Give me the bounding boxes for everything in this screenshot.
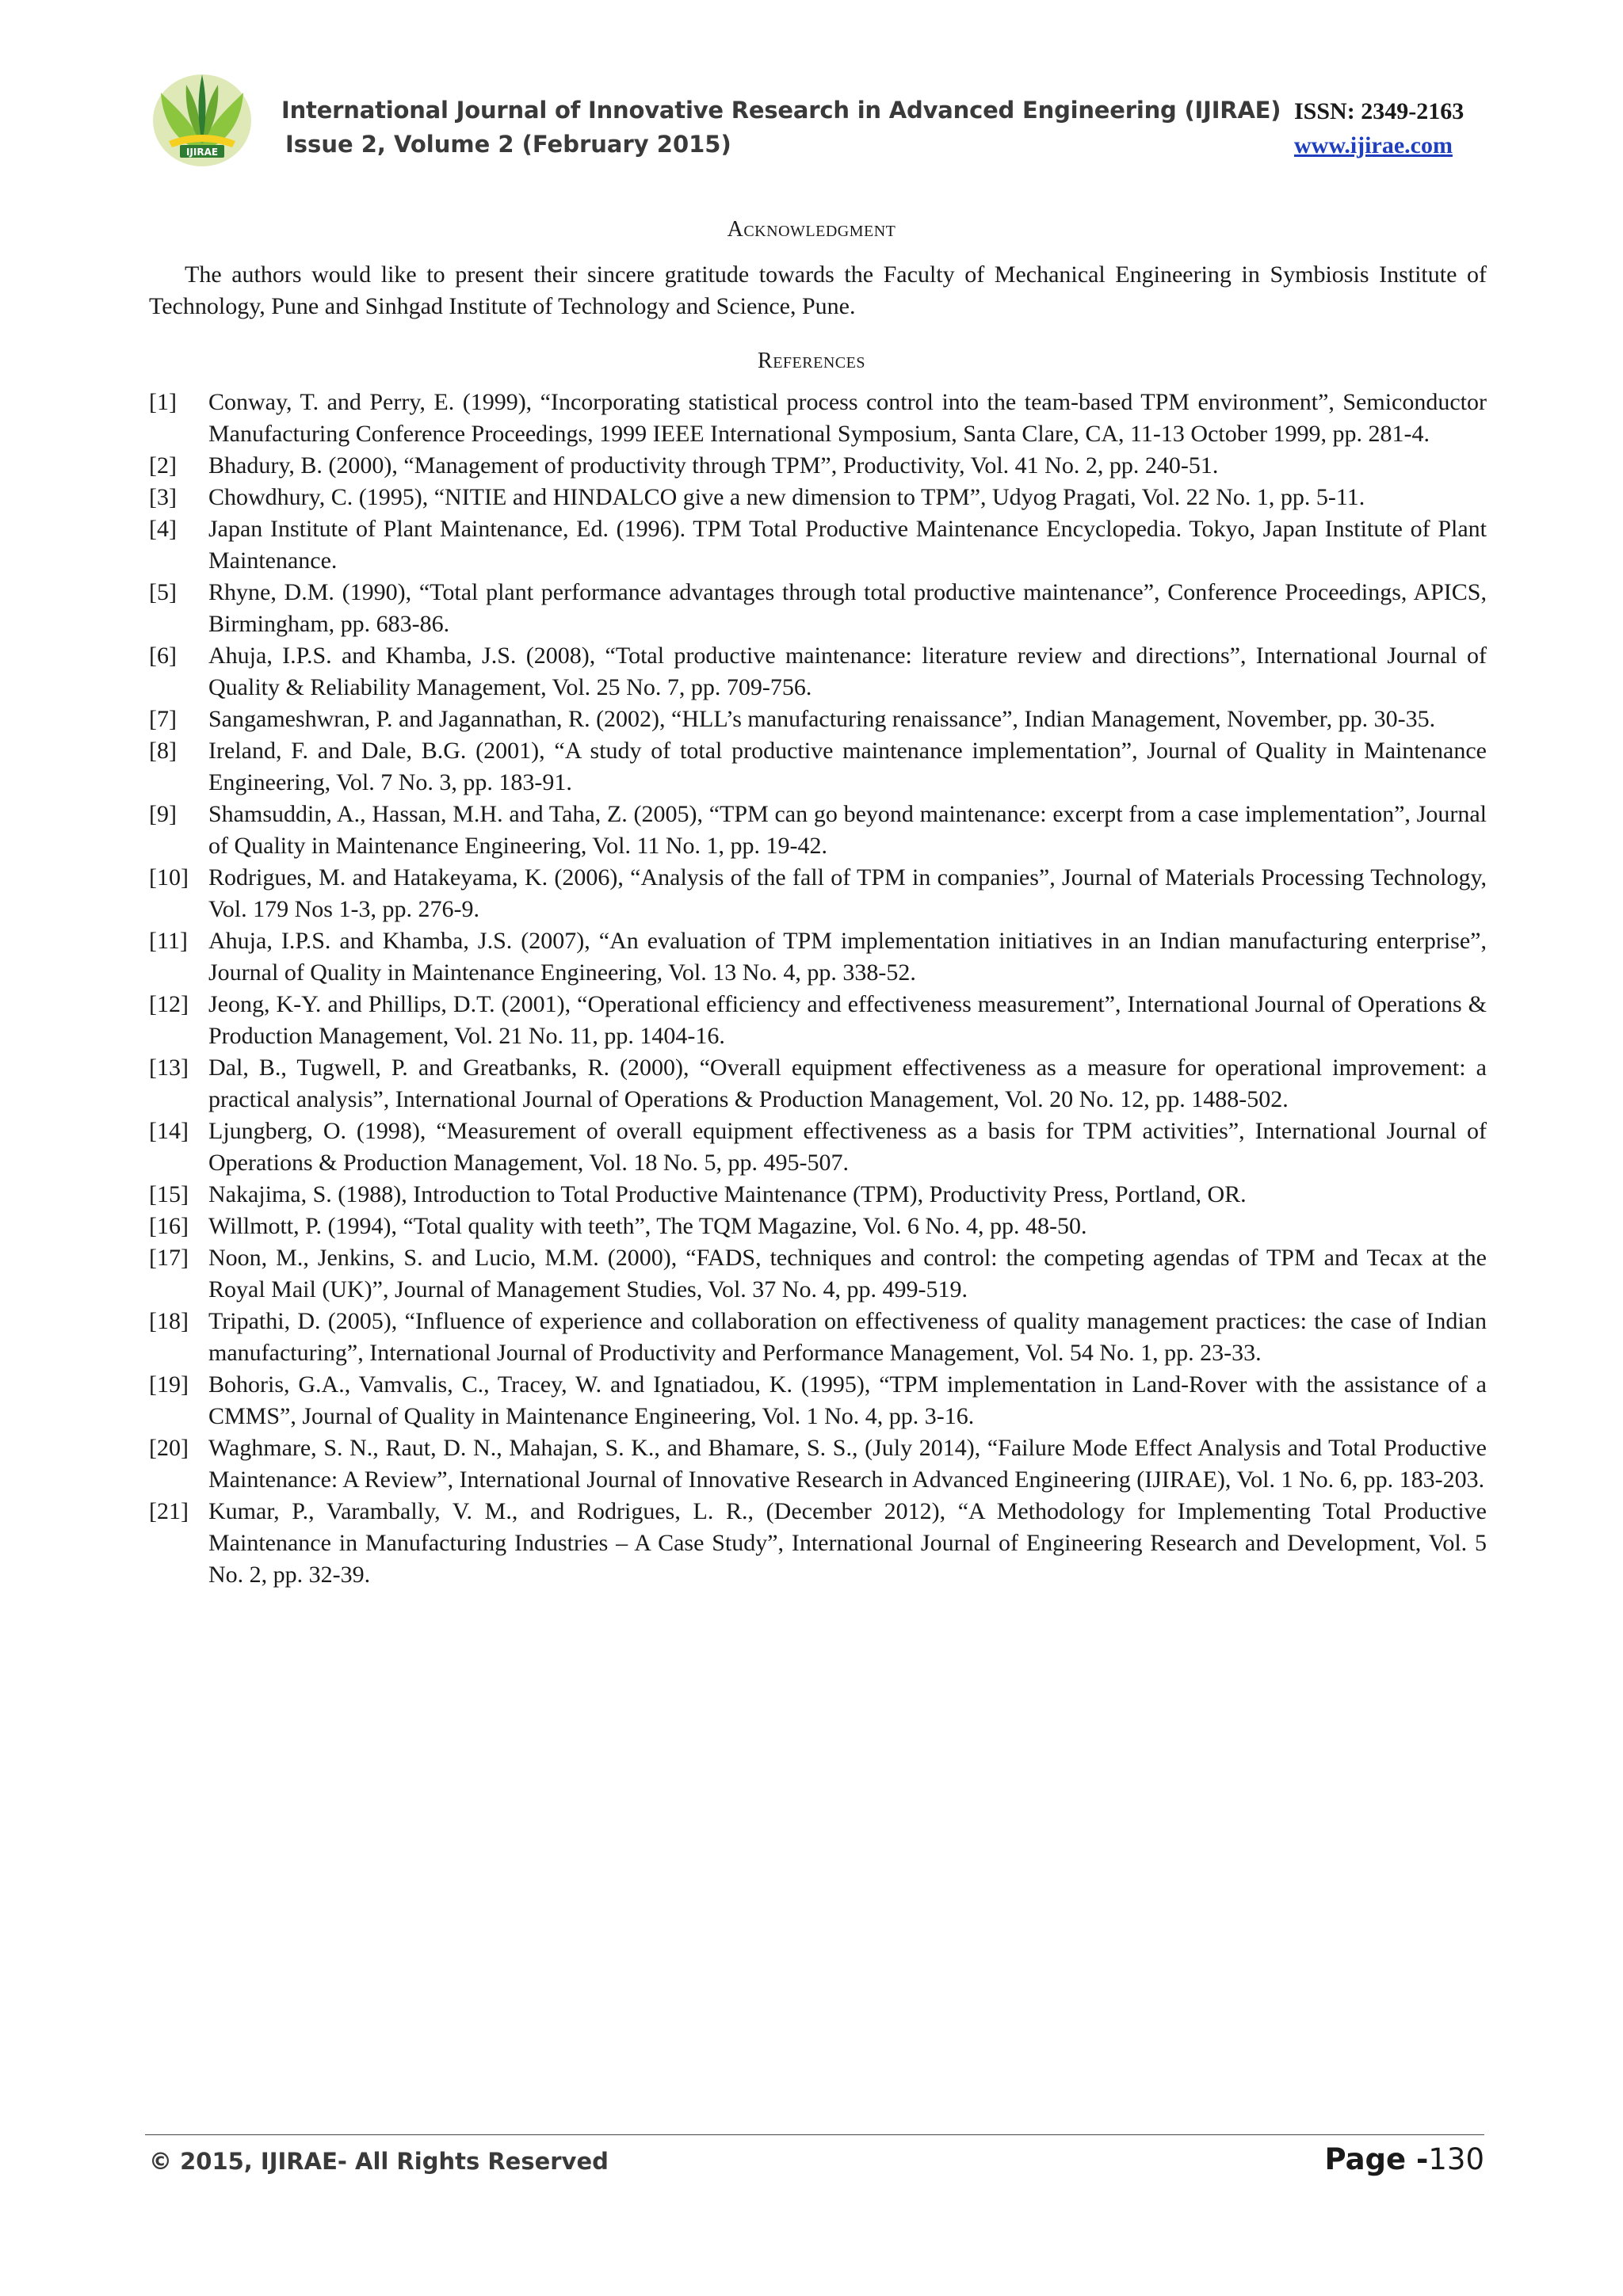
reference-number: [1] [149, 389, 177, 415]
reference-text: Shamsuddin, A., Hassan, M.H. and Taha, Z. (2005), “TPM can go beyond maintenance: excerpt from a case implementation”, Journal of Quality in Maintenance Engineering, Vol. 11 No. 1, pp. 19-42. [208, 801, 1487, 859]
reference-text: Ahuja, I.P.S. and Khamba, J.S. (2008), “Total productive maintenance: literature review and directions”, International Journal of Quality & Reliability Management, Vol. 25 No. 7, pp. 709-756. [208, 643, 1487, 700]
reference-number: [9] [149, 801, 177, 827]
reference-item [149, 1369, 1487, 1432]
reference-item [149, 1496, 1487, 1591]
reference-text: Chowdhury, C. (1995), “NITIE and HINDALCO give a new dimension to TPM”, Udyog Pragati, Vol. 22 No. 1, pp. 5-11. [208, 484, 1365, 510]
reference-text: Bhadury, B. (2000), “Management of productivity through TPM”, Productivity, Vol. 41 No. 2, pp. 240-51. [208, 452, 1219, 479]
reference-number: [19] [149, 1371, 189, 1398]
reference-number: [14] [149, 1118, 189, 1144]
reference-item [149, 1211, 1487, 1242]
reference-item [149, 735, 1487, 799]
reference-item [149, 513, 1487, 577]
reference-text: Ljungberg, O. (1998), “Measurement of overall equipment effectiveness as a basis for TPM activities”, International Journal of Operations & Production Management, Vol. 18 No. 5, pp. 495-507. [208, 1118, 1487, 1176]
logo-graphic [145, 65, 264, 168]
reference-item [149, 1052, 1487, 1116]
reference-list [149, 387, 1487, 1591]
reference-item [149, 387, 1487, 450]
reference-number: [7] [149, 706, 177, 732]
reference-text: Tripathi, D. (2005), “Influence of experience and collaboration on effectiveness of quality management practices: the case of Indian manufacturing”, International Journal of Productivity and Performance Management, Vol. 54 No. 1, pp. 23-33. [208, 1308, 1487, 1366]
logo-text: IJIRAE [185, 147, 219, 158]
acknowledgment-text: The authors would like to present their sincere gratitude towards the Faculty of Mechanical Engineering in Symbiosis Institute of Technology, Pune and Sinhgad Institute of Technology and Science, Pune. [149, 261, 1487, 319]
reference-text: Dal, B., Tugwell, P. and Greatbanks, R. (2000), “Overall equipment effectiveness as a measure for operational improvement: a practical analysis”, International Journal of Operations & Production Management, Vol. 20 No. 12, pp. 1488-502. [208, 1055, 1487, 1112]
references-heading: References [758, 349, 865, 373]
issn: ISSN: 2349-2163 [1294, 98, 1465, 124]
reference-item [149, 482, 1487, 513]
reference-number: [3] [149, 484, 177, 510]
reference-text: Rodrigues, M. and Hatakeyama, K. (2006), “Analysis of the fall of TPM in companies”, Journal of Materials Processing Technology, Vol. 179 Nos 1-3, pp. 276-9. [208, 864, 1487, 922]
reference-number: [8] [149, 738, 177, 764]
reference-item [149, 450, 1487, 482]
reference-item [149, 925, 1487, 989]
reference-item [149, 640, 1487, 704]
reference-text: Ahuja, I.P.S. and Khamba, J.S. (2007), “An evaluation of TPM implementation initiatives in an Indian manufacturing enterprise”, Journal of Quality in Maintenance Engineering, Vol. 13 No. 4, pp. 338-52. [208, 928, 1487, 986]
reference-item [149, 1179, 1487, 1211]
reference-item [149, 862, 1487, 925]
journal-logo [145, 65, 264, 168]
reference-number: [16] [149, 1213, 189, 1239]
reference-number: [5] [149, 579, 177, 605]
reference-text: Nakajima, S. (1988), Introduction to Total Productive Maintenance (TPM), Productivity Press, Portland, OR. [208, 1181, 1247, 1207]
reference-number: [12] [149, 991, 189, 1017]
reference-number: [10] [149, 864, 189, 891]
reference-number: [13] [149, 1055, 189, 1081]
reference-text: Waghmare, S. N., Raut, D. N., Mahajan, S. K., and Bhamare, S. S., (July 2014), “Failure Mode Effect Analysis and Total Productive Maintenance: A Review”, International Journal of Innovative Research in Advanced Engineering (IJIRAE), Vol. 1 No. 6, pp. 183-203. [208, 1435, 1487, 1493]
page-label: Page - [1324, 2142, 1429, 2176]
reference-number: [4] [149, 516, 177, 542]
acknowledgment-heading: Acknowledgment [727, 217, 896, 242]
reference-item [149, 1116, 1487, 1179]
reference-text: Jeong, K-Y. and Phillips, D.T. (2001), “Operational efficiency and effectiveness measurement”, International Journal of Operations & Production Management, Vol. 21 No. 11, pp. 1404-16. [208, 991, 1487, 1049]
reference-text: Japan Institute of Plant Maintenance, Ed. (1996). TPM Total Productive Maintenance Encyclopedia. Tokyo, Japan Institute of Plant Maintenance. [208, 516, 1487, 574]
reference-item [149, 577, 1487, 640]
reference-text: Rhyne, D.M. (1990), “Total plant performance advantages through total productive maintenance”, Conference Proceedings, APICS, Birmingham, pp. 683-86. [208, 579, 1487, 637]
reference-text: Kumar, P., Varambally, V. M., and Rodrigues, L. R., (December 2012), “A Methodology for Implementing Total Productive Maintenance in Manufacturing Industries – A Case Study”, International Journal of Engineering Research and Development, Vol. 5 No. 2, pp. 32-39. [208, 1498, 1487, 1588]
reference-text: Ireland, F. and Dale, B.G. (2001), “A study of total productive maintenance implementation”, Journal of Quality in Maintenance Engineering, Vol. 7 No. 3, pp. 183-91. [208, 738, 1487, 795]
reference-item [149, 1432, 1487, 1496]
journal-website-link[interactable]: www.ijirae.com [1294, 132, 1453, 158]
footer-divider [145, 2134, 1484, 2135]
reference-text: Sangameshwran, P. and Jagannathan, R. (2002), “HLL’s manufacturing renaissance”, Indian Management, November, pp. 30-35. [208, 706, 1436, 732]
copyright-notice: © 2015, IJIRAE- All Rights Reserved [149, 2148, 609, 2175]
reference-item [149, 704, 1487, 735]
reference-text: Willmott, P. (1994), “Total quality with teeth”, The TQM Magazine, Vol. 6 No. 4, pp. 48-50. [208, 1213, 1087, 1239]
reference-item [149, 1306, 1487, 1369]
reference-text: Noon, M., Jenkins, S. and Lucio, M.M. (2000), “FADS, techniques and control: the competing agendas of TPM and Tecax at the Royal Mail (UK)”, Journal of Management Studies, Vol. 37 No. 4, pp. 499-519. [208, 1245, 1487, 1302]
reference-item [149, 989, 1487, 1052]
reference-number: [11] [149, 928, 188, 954]
reference-text: Conway, T. and Perry, E. (1999), “Incorporating statistical process control into the team-based TPM environment”, Semiconductor Manufacturing Conference Proceedings, 1999 IEEE International Symposium, Santa Clare, CA, 11-13 October 1999, pp. 281-4. [208, 389, 1487, 447]
reference-number: [20] [149, 1435, 189, 1461]
reference-number: [21] [149, 1498, 189, 1524]
reference-item [149, 799, 1487, 862]
journal-issue: Issue 2, Volume 2 (February 2015) [285, 131, 731, 158]
page-number [1324, 2142, 1484, 2176]
reference-item [149, 1242, 1487, 1306]
reference-number: [6] [149, 643, 177, 669]
reference-number: [17] [149, 1245, 189, 1271]
reference-number: [2] [149, 452, 177, 479]
journal-title: International Journal of Innovative Research in Advanced Engineering (IJIRAE) [281, 97, 1281, 124]
reference-text: Bohoris, G.A., Vamvalis, C., Tracey, W. and Ignatiadou, K. (1995), “TPM implementation in Land-Rover with the assistance of a CMMS”, Journal of Quality in Maintenance Engineering, Vol. 1 No. 4, pp. 3-16. [208, 1371, 1487, 1429]
reference-number: [15] [149, 1181, 189, 1207]
reference-number: [18] [149, 1308, 189, 1334]
page-number-value: 130 [1428, 2142, 1484, 2176]
